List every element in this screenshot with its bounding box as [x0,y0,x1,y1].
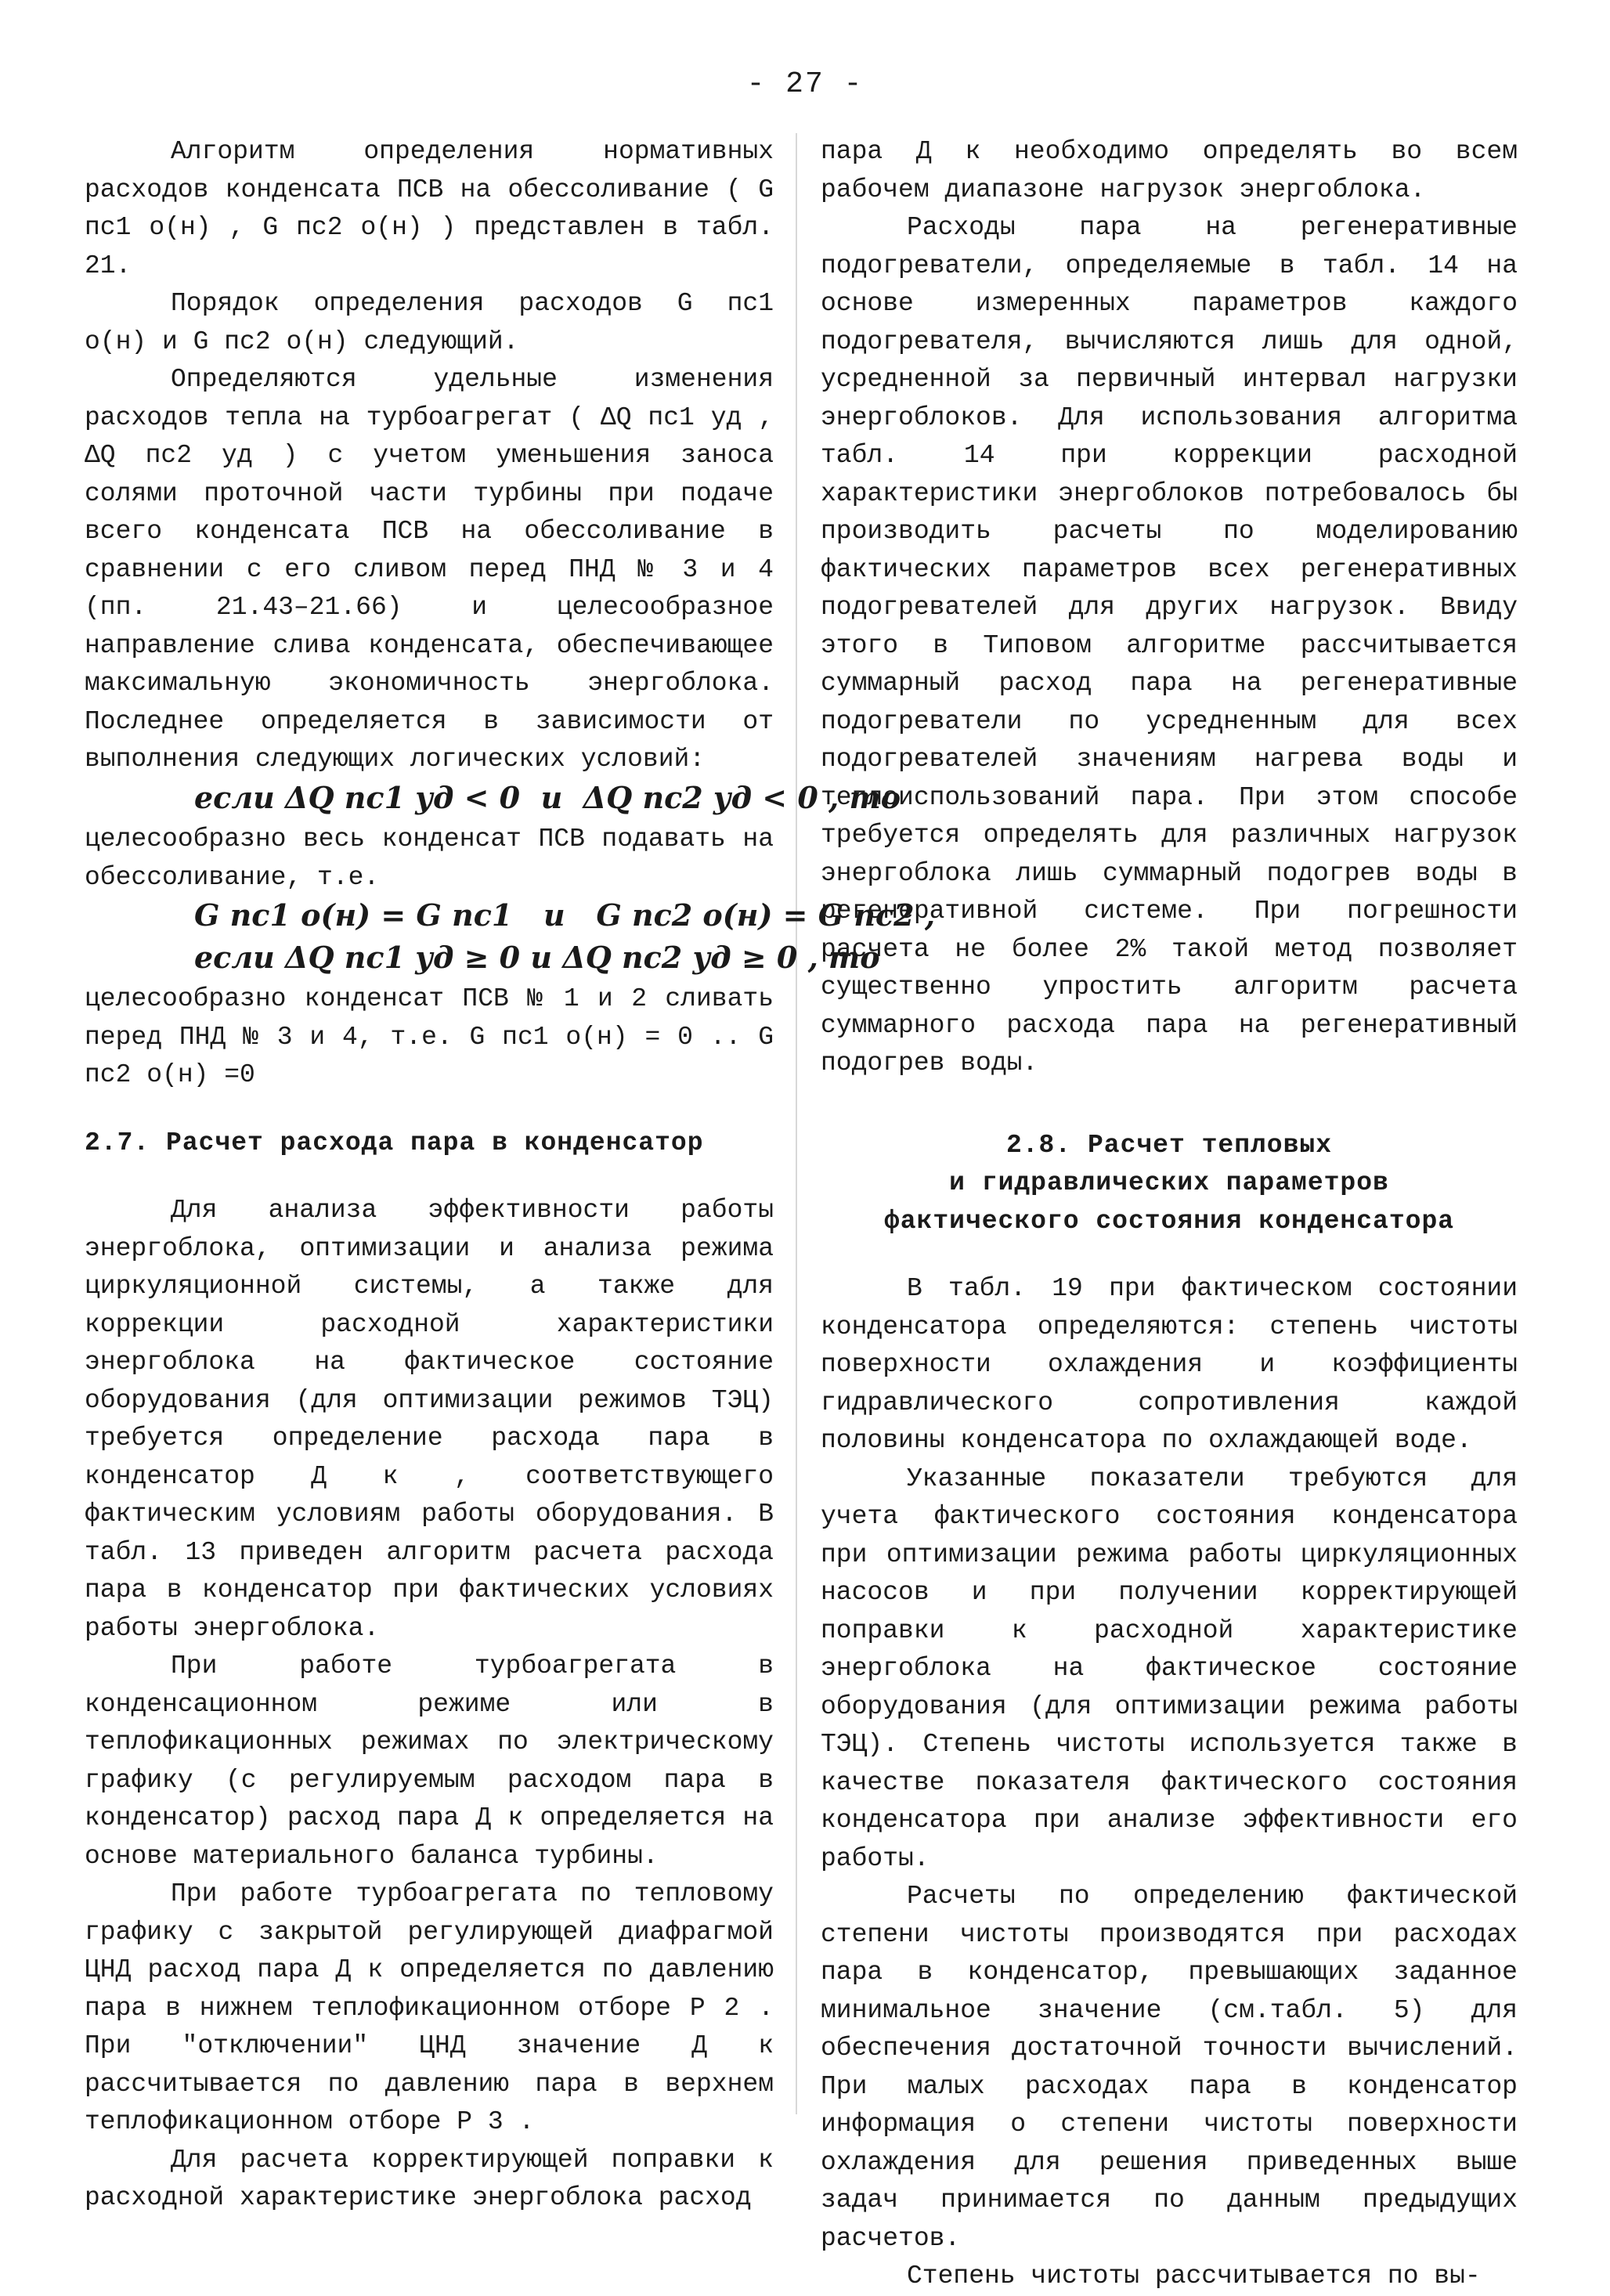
formula [85,779,901,821]
paragraph: В табл. 19 при фактическом состоянии конденсатора определяются: степень чистоты поверхности охлаждения и коэффициенты гидравлического сопротивления каждой половины конденсатора по охлаждающей воде. [821,1274,1518,1455]
formula [85,897,936,939]
column-divider [796,133,797,2114]
paragraph: При работе турбоагрегата по тепловому графику с закрытой регулирующей диафрагмой ЦНД расход пара Д к определяется по давлению пара в нижнем теплофикационном отборе P 2 . При "отключении" ЦНД значение Д к рассчитывается по давлению пара в верхнем теплофикационном отборе P 3 . [85,1879,774,2136]
formula-text: G пс1 о(н) = G пс1 и G пс2 о(н) = G пс2 , [194,897,936,933]
section-heading: 2.8. Расчет тепловых [1005,1130,1333,1160]
paragraph: целесообразно весь конденсат ПСВ подавать на обессоливание, т.е. [85,825,774,892]
paragraph: Определяются удельные изменения расходов тепла на турбоагрегат ( ΔQ пс1 уд , ΔQ пс2 уд ) с учетом уменьшения заноса солями проточной части турбины при подаче всего конденсата ПСВ на обессоливание в сравнении с его сливом перед ПНД № 3 и 4 (пп. 21.43–21.66) и целесообразное направление слива конденсата, обеспечивающее максимальную экономичность энергоблока. Последнее определяется в зависимости от выполнения следующих логических условий: [85,365,774,774]
formula [85,939,880,981]
paragraph: Степень чистоты рассчитывается по вы- [907,2262,1481,2291]
section-heading: и гидравлических параметров [949,1168,1389,1197]
paragraph: Расчеты по определению фактической степени чистоты производятся при расходах пара в конденсатор, превышающих заданное минимальное значение (см.табл. 5) для обеспечения достаточной точности вычислений. При малых расходах пара в конденсатор информация о степени чистоты поверхности охлаждения для решения приведенных выше задач принимается по данным предыдущих расчетов. [821,1882,1518,2253]
paragraph: Для расчета корректирующей поправки к расходной характеристике энергоблока расход [85,2145,774,2212]
paragraph: целесообразно конденсат ПСВ № 1 и 2 сливать перед ПНД № 3 и 4, т.е. G пс1 о(н) = 0 .. G пс2 о(н) =0 [85,984,774,1089]
page-number: - 27 - [746,67,864,101]
section-heading: 2.7. Расчет расхода пара в конденсатор [85,1128,704,1157]
formula-text: если ΔQ пс1 уд < 0 и ΔQ пс2 уд < 0 , то [194,779,901,815]
paragraph: Указанные показатели требуются для учета фактического состояния конденсатора при оптимизации режима работы циркуляционных насосов и при получении корректирующей поправки к расходной характеристике энергоблока на фактическое состояние оборудования (для оптимизации режима работы ТЭЦ). Степень чистоты используется также в качестве показателя фактического состояния конденсатора при анализе эффективности его работы. [821,1464,1518,1873]
formula-text: если ΔQ пс1 уд ≥ 0 и ΔQ пс2 уд ≥ 0 , то [194,939,880,975]
paragraph: Порядок определения расходов G пс1 о(н) и G пс2 о(н) следующий. [85,289,774,356]
right-column [821,133,1518,2296]
left-column [85,133,936,2218]
paragraph: Для анализа эффективности работы энергоблока, оптимизации и анализа режима циркуляционной системы, а также для коррекции расходной характеристики энергоблока на фактическое состояние оборудования (для оптимизации режимов ТЭЦ) требуется определение расхода пара в конденсатор Д к , соответствующего фактическим условиям работы оборудования. В табл. 13 приведен алгоритм расчета расхода пара в конденсатор при фактических условиях работы энергоблока. [85,1196,774,1643]
paragraph: Расходы пара на регенеративные подогреватели, определяемые в табл. 14 на основе измеренных параметров каждого подогревателя, вычисляются лишь для одной, усредненной за первичный интервал нагрузки энергоблоков. Для использования алгоритма табл. 14 при коррекции расходной характеристики энергоблоков потребовалось бы производить расчеты по моделированию фактических параметров всех регенеративных подогревателей для других нагрузок. Ввиду этого в Типовом алгоритме рассчитывается суммарный расход пара на регенеративные подогреватели по усредненным для всех подогревателей значениям нагрева воды и теплоиспользований пара. При этом способе требуется определять для различных нагрузок энергоблока лишь суммарный подогрев воды в регенеративной системе. При погрешности расчета не более 2% такой метод позволяет существенно упростить алгоритм расчета суммарного расхода пара на регенеративный подогрев воды. [821,213,1518,1078]
paragraph: Алгоритм определения нормативных расходов конденсата ПСВ на обессоливание ( G пс1 о(н) , G пс2 о(н) ) представлен в табл. 21. [85,137,774,280]
paragraph: пара Д к необходимо определять во всем рабочем диапазоне нагрузок энергоблока. [821,137,1518,204]
paragraph: При работе турбоагрегата в конденсационном режиме или в теплофикационных режимах по электрическому графику (с регулируемым расходом пара в конденсатор) расход пара Д к определяется на основе материального баланса турбины. [85,1652,774,1871]
section-heading: фактического состояния конденсатора [883,1206,1455,1236]
